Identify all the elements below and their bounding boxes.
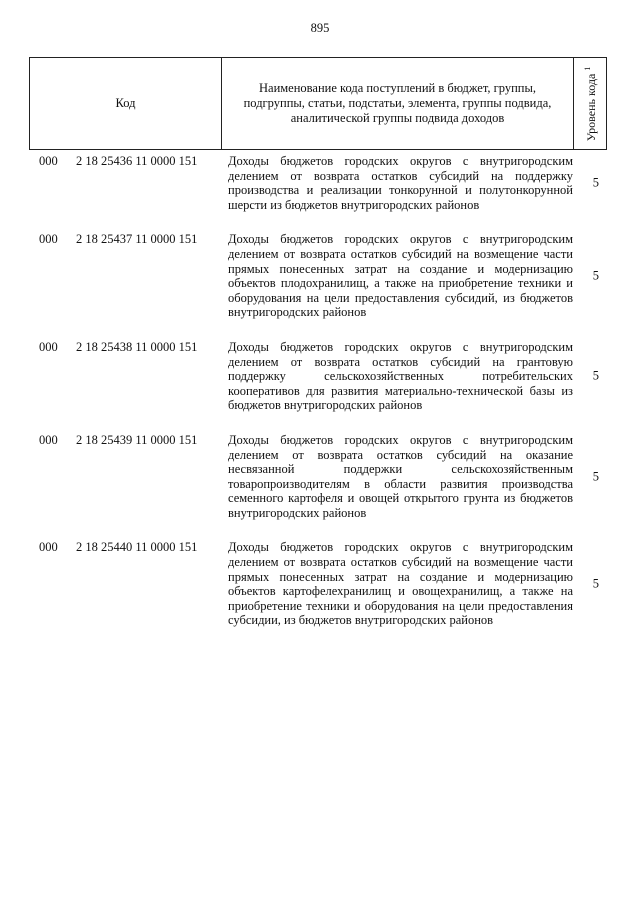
header-name-label: Наименование кода поступлений в бюджет, группы, подгруппы, статьи, подстатьи, элемента, группы подвида, аналитической группы подвида доходов (222, 58, 574, 149)
table-header (29, 57, 607, 150)
row-prefix: 000 (39, 339, 58, 354)
row-prefix: 000 (39, 154, 58, 168)
row-description: Доходы бюджетов городских округов с внутригородским делением от возврата остатков субсидий на оказание несвязанной поддержки сельскохозяйственным товаропроизводителям в области развития производства семенного картофеля и овощей открытого грунта из бюджетов внутригородских районов (228, 432, 573, 520)
row-level: 5 (592, 369, 599, 384)
row-prefix: 000 (39, 232, 58, 247)
header-level-label (583, 66, 599, 141)
table-row (29, 540, 607, 628)
row-level: 5 (592, 268, 599, 283)
table-row (29, 154, 607, 212)
row-code: 2 18 25436 11 0000 151 (76, 154, 198, 168)
page-number: 895 (310, 21, 330, 35)
row-description: Доходы бюджетов городских округов с внутригородским делением от возврата остатков субсидий на возмещение части прямых понесенных затрат на создание и модернизацию объектов картофелехранилищ и овощехранилищ, а также на приобретение техники и оборудования на цели предоставления субсидии, из бюджетов внутригородских районов (228, 540, 573, 628)
row-description: Доходы бюджетов городских округов с внутригородским делением от возврата остатков субсидий на возмещение части прямых понесенных затрат на создание и модернизацию объектов плодохранилищ, а также на приобретение техники и оборудования на цели предоставления субсидий, из бюджетов внутригородских районов (228, 232, 573, 320)
table-body (29, 154, 607, 648)
table-row (29, 340, 607, 413)
header-level-cell (575, 58, 606, 149)
row-code: 2 18 25438 11 0000 151 (76, 339, 198, 354)
row-prefix: 000 (39, 540, 58, 555)
row-level: 5 (592, 175, 599, 190)
header-level-footnote: 1 (582, 66, 592, 71)
row-code: 2 18 25439 11 0000 151 (76, 432, 198, 447)
table-row (29, 433, 607, 521)
row-level: 5 (592, 469, 599, 484)
header-level-text: Уровень кода (583, 73, 598, 141)
row-code: 2 18 25440 11 0000 151 (76, 540, 198, 555)
header-code-label: Код (30, 58, 222, 149)
row-code: 2 18 25437 11 0000 151 (76, 232, 198, 247)
row-prefix: 000 (39, 432, 58, 447)
row-description: Доходы бюджетов городских округов с внутригородским делением от возврата остатков субсидий на поддержку производства и реализации тонкорунной и полутонкорунной шерсти из бюджетов внутригородских районов (228, 154, 573, 212)
row-level: 5 (592, 576, 599, 591)
row-description: Доходы бюджетов городских округов с внутригородским делением от возврата остатков субсидий на грантовую поддержку сельскохозяйственных потребительских кооперативов для развития материально-технической базы из бюджетов внутригородских районов (228, 339, 573, 413)
table-row (29, 232, 607, 320)
